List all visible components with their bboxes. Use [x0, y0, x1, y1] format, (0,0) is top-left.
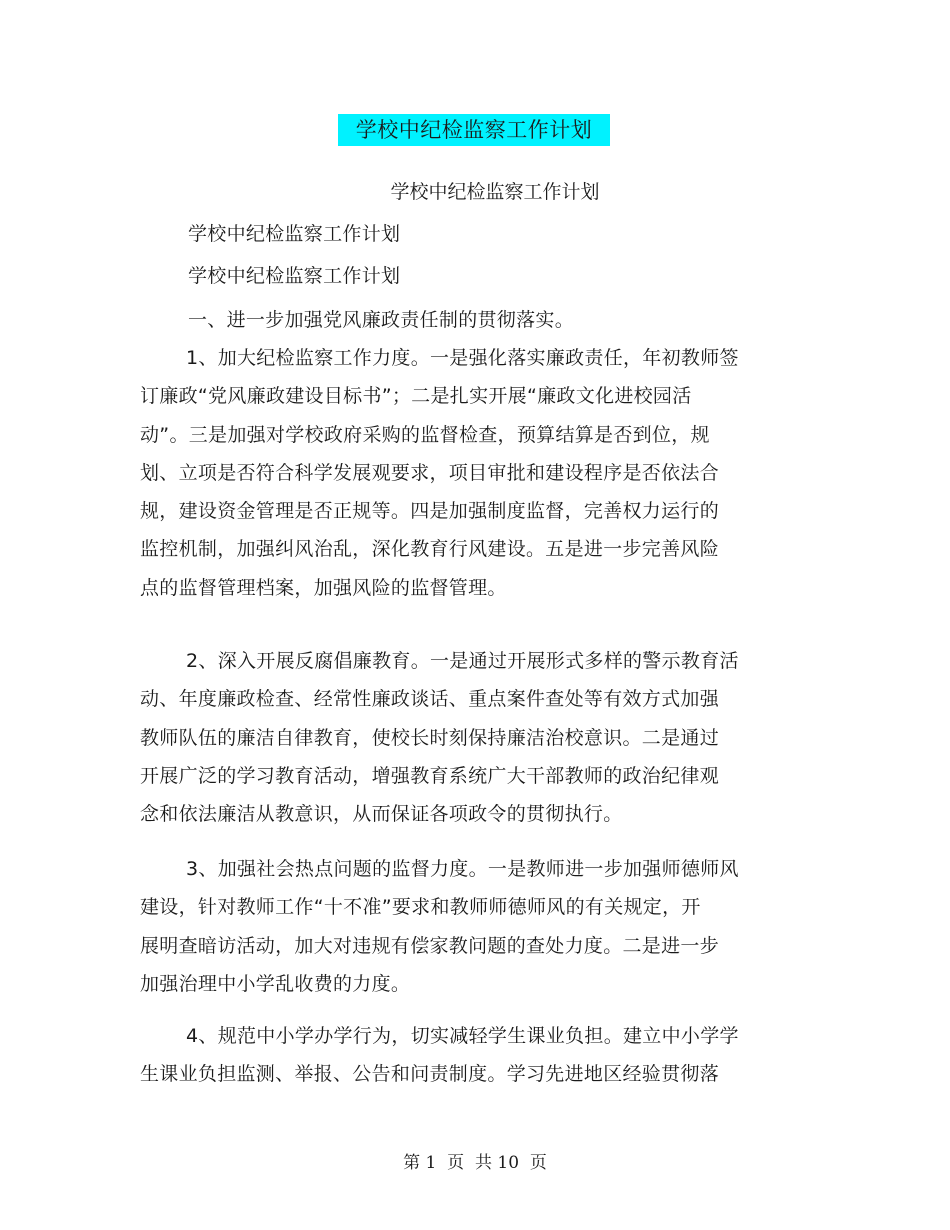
- paragraph-2: [140, 647, 780, 838]
- paragraph-line: 1、加大纪检监察工作力度。一是强化落实廉政责任，年初教师签: [186, 347, 739, 369]
- paragraph-line: 监控机制，加强纠风治乱，深化教育行风建设。五是进一步完善风险: [140, 538, 720, 561]
- paragraph-line: 划、立项是否符合科学发展观要求，项目审批和建设程序是否依法合: [140, 461, 720, 484]
- paragraph-line: 建设，针对教师工作“十不准”要求和教师师德师风的有关规定，开: [140, 896, 701, 919]
- paragraph-line: 念和依法廉洁从教意识，从而保证各项政令的贯彻执行。: [140, 803, 623, 826]
- paragraph-line: 教师队伍的廉洁自律教育，使校长时刻保持廉洁治校意识。二是通过: [140, 726, 720, 749]
- document-subtitle: 学校中纪检监察工作计划: [390, 181, 600, 203]
- paragraph-line: 规，建设资金管理是否正规等。四是加强制度监督，完善权力运行的: [140, 500, 720, 523]
- document-title: 学校中纪检监察工作计划: [338, 114, 610, 146]
- paragraph-4: [140, 1022, 780, 1099]
- repeat-title-line-2: 学校中纪检监察工作计划: [188, 265, 401, 287]
- paragraph-line: 4、规范中小学办学行为，切实减轻学生课业负担。建立中小学学: [186, 1025, 739, 1047]
- paragraph-3: [140, 855, 780, 1008]
- section-heading: 一、进一步加强党风廉政责任制的贯彻落实。: [188, 309, 575, 331]
- paragraph-line: 生课业负担监测、举报、公告和问责制度。学习先进地区经验贯彻落: [140, 1063, 720, 1086]
- page-footer: 第 1 页 共 10 页: [403, 1153, 547, 1173]
- paragraph-1: [140, 344, 780, 612]
- paragraph-line: 开展广泛的学习教育活动，增强教育系统广大干部教师的政治纪律观: [140, 764, 720, 787]
- paragraph-line: 动”。三是加强对学校政府采购的监督检查，预算结算是否到位，规: [140, 423, 710, 446]
- paragraph-line: 展明查暗访活动，加大对违规有偿家教问题的查处力度。二是进一步: [140, 934, 720, 957]
- paragraph-line: 加强治理中小学乱收费的力度。: [140, 972, 411, 995]
- paragraph-line: 点的监督管理档案，加强风险的监督管理。: [140, 576, 507, 599]
- paragraph-line: 3、加强社会热点问题的监督力度。一是教师进一步加强师德师风: [186, 858, 739, 880]
- paragraph-line: 订廉政“党风廉政建设目标书”；二是扎实开展“廉政文化进校园活: [140, 385, 692, 408]
- paragraph-line: 2、深入开展反腐倡廉教育。一是通过开展形式多样的警示教育活: [186, 650, 739, 672]
- paragraph-line: 动、年度廉政检查、经常性廉政谈话、重点案件查处等有效方式加强: [140, 688, 720, 711]
- repeat-title-line-1: 学校中纪检监察工作计划: [188, 223, 401, 245]
